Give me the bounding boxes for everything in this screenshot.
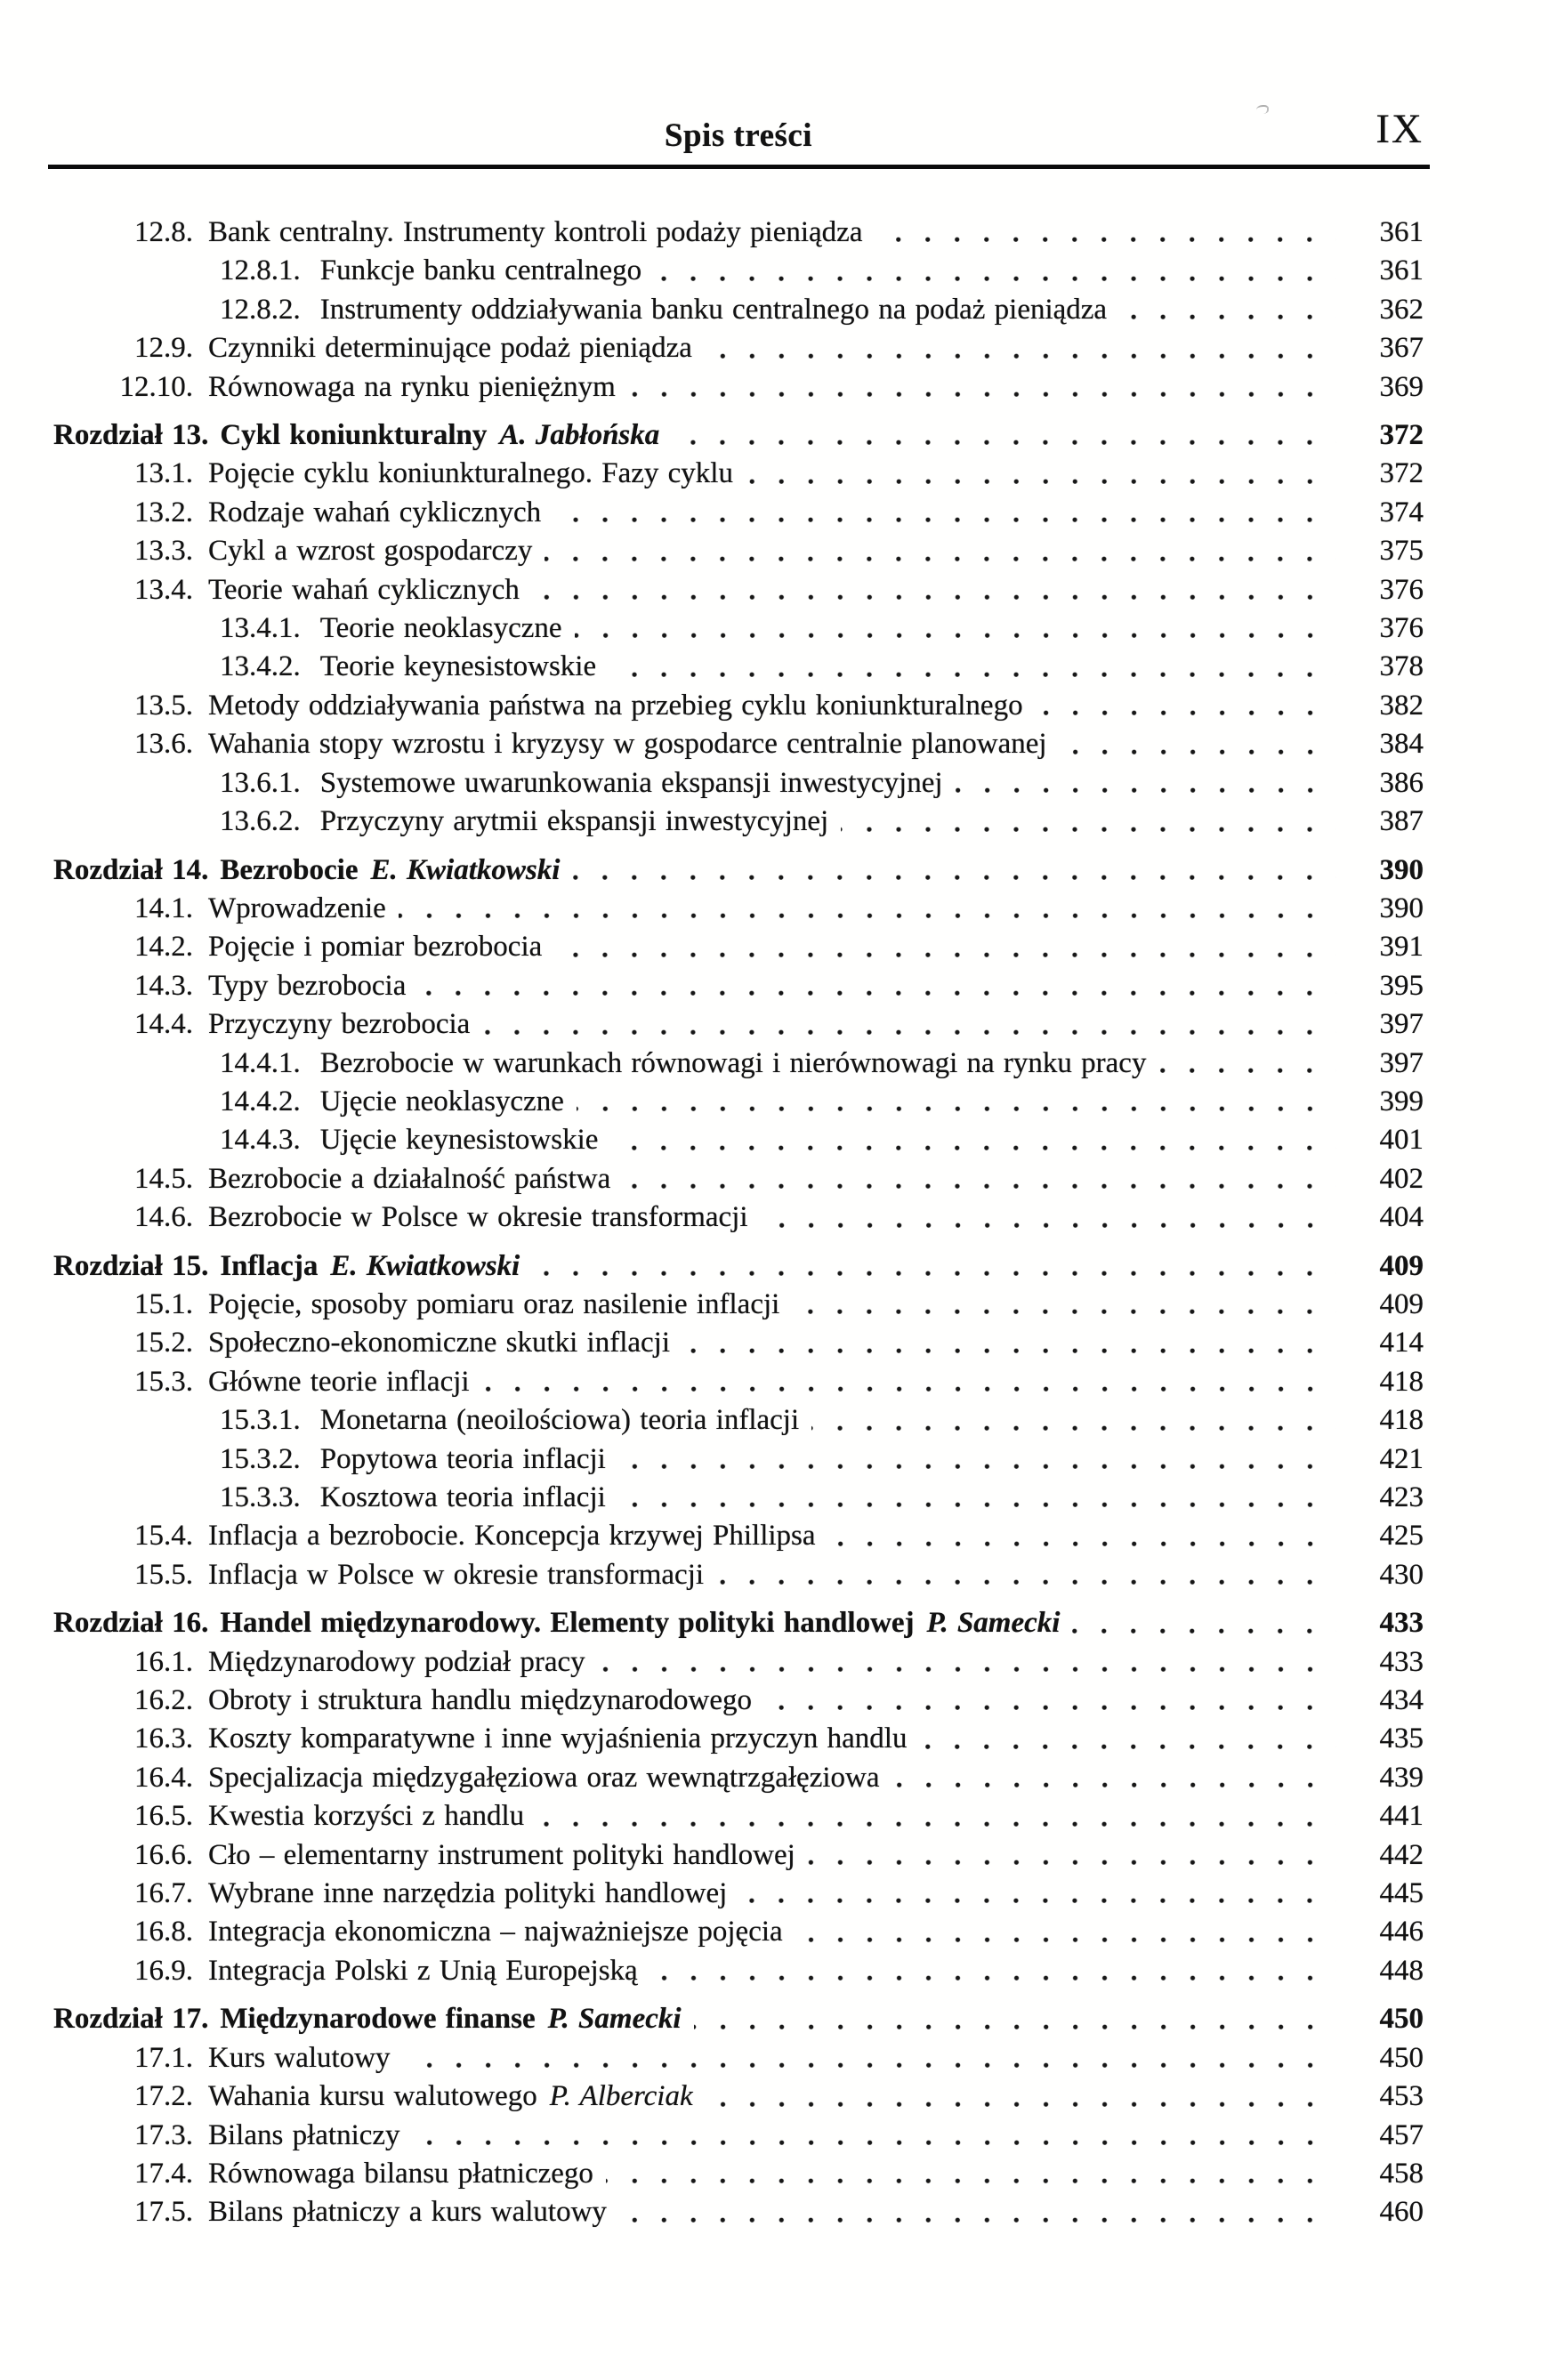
toc-entry-title: Teorie neoklasyczne: [319, 612, 562, 645]
dot-leader: [1072, 1628, 1336, 1634]
toc-entry-title: Typy bezrobocia: [208, 969, 407, 1002]
toc-entry-number: 15.3.2.: [220, 1442, 301, 1475]
toc-entry: [53, 648, 1424, 686]
toc-entry: [53, 1198, 1424, 1237]
toc-entry: [53, 494, 1424, 532]
toc-entry-number: 12.8.: [134, 216, 193, 248]
toc-entry-page: 399: [1379, 1085, 1424, 1117]
toc-entry-title: Wahania kursu walutowego: [208, 2080, 537, 2113]
toc-entry: [53, 1517, 1424, 1555]
toc-entry-title: Społeczno-ekonomiczne skutki inflacji: [208, 1327, 671, 1359]
toc-entry-title: Równowaga bilansu płatniczego: [208, 2157, 593, 2190]
toc-entry-title: Bilans płatniczy: [208, 2118, 400, 2151]
dot-leader: [1158, 1068, 1336, 1074]
dot-leader: [606, 2178, 1336, 2184]
dot-leader: [1036, 710, 1336, 716]
toc-entry-title: Funkcje banku centralnego: [319, 254, 642, 287]
toc-entry-title: Pojęcie cyklu koniunkturalnego. Fazy cyklu: [208, 457, 733, 490]
toc-entry-page: 372: [1379, 419, 1424, 452]
toc-entry-page: 362: [1379, 293, 1424, 326]
toc-entry-title: Inflacja a bezrobocie. Koncepcja krzywej Phillipsa: [208, 1520, 816, 1553]
toc-entry-author: E. Kwiatkowski: [370, 853, 561, 886]
dot-leader: [577, 1106, 1336, 1112]
dot-leader: [609, 672, 1336, 678]
toc-entry-page: 367: [1379, 332, 1424, 365]
toc-entry-title: Główne teorie inflacji: [208, 1365, 470, 1398]
toc-entry: [53, 532, 1424, 570]
dot-leader: [746, 479, 1336, 485]
toc-entry-page: 401: [1379, 1124, 1424, 1157]
toc-entry-page: 369: [1379, 370, 1424, 403]
toc-entry-page: 376: [1379, 573, 1424, 606]
toc-entry: [53, 1556, 1424, 1594]
toc-entry-title: Cykl koniunkturalny: [220, 419, 488, 452]
toc-entry-author: E. Kwiatkowski: [330, 1249, 520, 1282]
toc-entry: [53, 1797, 1424, 1835]
toc-entry: [53, 1875, 1424, 1913]
dot-leader: [682, 1348, 1336, 1354]
page-title: Spis treści: [664, 117, 813, 154]
toc-entry-number: 15.3.1.: [220, 1404, 301, 1437]
toc-entry-number: 12.10.: [119, 370, 193, 403]
toc-entry-title: Bezrobocie w warunkach równowagi i nierównowagi na rynku pracy: [319, 1046, 1147, 1079]
dot-leader: [706, 2102, 1336, 2108]
dot-leader: [482, 1029, 1336, 1036]
dot-leader: [654, 276, 1336, 282]
toc-entry: [53, 1401, 1424, 1440]
dot-leader: [403, 2062, 1336, 2069]
toc-entry-page: 409: [1379, 1287, 1424, 1320]
toc-entry-title: Teorie keynesistowskie: [319, 650, 597, 683]
toc-entry-number: Rozdział 14.: [53, 853, 209, 886]
toc-entry-page: 450: [1379, 2003, 1424, 2036]
toc-entry: [53, 1604, 1424, 1642]
toc-entry: [53, 890, 1424, 928]
toc-entry-title: Inflacja w Polsce w okresie transformacji: [208, 1558, 705, 1591]
toc-entry-number: 13.6.2.: [220, 805, 301, 838]
toc-entry-number: 13.4.1.: [220, 612, 301, 645]
dot-leader: [739, 1898, 1336, 1904]
toc-entry-number: 12.9.: [134, 332, 193, 365]
toc-entry-number: 16.6.: [134, 1838, 193, 1871]
toc-entry-title: Bezrobocie: [220, 853, 359, 886]
toc-entry-number: 15.3.3.: [220, 1481, 301, 1513]
toc-entry: [53, 2039, 1424, 2077]
header-rule: [48, 165, 1430, 169]
toc-entry-page: 433: [1379, 1645, 1424, 1678]
toc-entry-title: Czynniki determinujące podaż pieniądza: [208, 332, 692, 365]
toc-entry-title: Pojęcie i pomiar bezrobocia: [208, 931, 543, 964]
dot-leader: [482, 1386, 1336, 1392]
toc-entry-page: 378: [1379, 650, 1424, 683]
dot-leader: [892, 1782, 1337, 1788]
toc-entry-number: 15.1.: [134, 1287, 193, 1320]
toc-entry-number: 16.4.: [134, 1761, 193, 1794]
toc-entry-title: Bezrobocie w Polsce w okresie transformacji: [208, 1201, 748, 1234]
toc-entry-page: 409: [1379, 1249, 1424, 1282]
toc-entry: [53, 928, 1424, 966]
toc-entry-number: Rozdział 16.: [53, 1607, 209, 1640]
toc-entry-title: Kosztowa teoria inflacji: [319, 1481, 606, 1513]
dot-leader: [1060, 749, 1336, 755]
toc-entry: [53, 803, 1424, 841]
toc-entry-number: 13.6.1.: [220, 766, 301, 799]
toc-entry-page: 435: [1379, 1722, 1424, 1755]
toc-entry-number: 16.7.: [134, 1877, 193, 1910]
dot-leader: [628, 391, 1336, 398]
toc-entry-number: 12.8.2.: [220, 293, 301, 326]
toc-entry-number: 14.5.: [134, 1162, 193, 1195]
dot-leader: [650, 1975, 1336, 1981]
toc-entry-title: Wprowadzenie: [208, 891, 386, 924]
toc-entry: [53, 1005, 1424, 1044]
dot-leader: [716, 1579, 1336, 1585]
toc-entry-page: 361: [1379, 216, 1424, 248]
toc-entry: [53, 2155, 1424, 2193]
toc-entry-title: Międzynarodowe finanse: [220, 2003, 536, 2036]
toc-entry-number: 14.4.: [134, 1008, 193, 1041]
toc-entry-title: Popytowa teoria inflacji: [319, 1442, 606, 1475]
toc-entry-page: 382: [1379, 689, 1424, 722]
dot-leader: [764, 1705, 1336, 1711]
toc-entry-title: Wybrane inne narzędzia polityki handlowej: [208, 1877, 728, 1910]
toc-entry-number: 14.3.: [134, 969, 193, 1002]
toc-entry-title: Integracja Polski z Unią Europejską: [208, 1954, 638, 1987]
toc-entry-title: Wahania stopy wzrostu i kryzysy w gospodarce centralnie planowanej: [208, 728, 1047, 761]
page-content: [53, 0, 1424, 2232]
dot-leader: [532, 1271, 1336, 1277]
toc-entry-title: Handel międzynarodowy. Elementy polityki handlowej: [220, 1607, 915, 1640]
dot-leader: [761, 1222, 1336, 1229]
toc-entry-page: 414: [1379, 1327, 1424, 1359]
toc-entry-author: P. Alberciak: [549, 2080, 693, 2113]
dot-leader: [705, 353, 1336, 359]
toc-entry: [53, 1643, 1424, 1682]
dot-leader: [618, 1464, 1336, 1470]
toc-entry-page: 418: [1379, 1365, 1424, 1398]
toc-entry-title: Inflacja: [220, 1249, 319, 1282]
toc-entry-number: Rozdział 13.: [53, 419, 209, 452]
toc-entry-title: Systemowe uwarunkowania ekspansji inwestycyjnej: [319, 766, 943, 799]
toc-entry: [53, 571, 1424, 609]
toc-entry-number: 15.2.: [134, 1327, 193, 1359]
toc-entry-page: 395: [1379, 969, 1424, 1002]
toc-entry: [53, 1363, 1424, 1401]
toc-entry-page: 376: [1379, 612, 1424, 645]
toc-entry-title: Przyczyny bezrobocia: [208, 1008, 471, 1041]
dot-leader: [399, 913, 1336, 919]
dot-leader: [618, 1502, 1336, 1508]
toc-entry: [53, 2117, 1424, 2155]
dot-leader: [572, 875, 1336, 881]
dot-leader: [694, 2024, 1336, 2030]
toc-entry-page: 421: [1379, 1442, 1424, 1475]
toc-entry: [53, 1121, 1424, 1159]
toc-entry-number: 16.8.: [134, 1916, 193, 1948]
toc-entry: [53, 2000, 1424, 2038]
dot-leader: [1119, 314, 1336, 320]
toc-entry-number: 13.1.: [134, 457, 193, 490]
toc-entry: [53, 416, 1424, 455]
dot-leader: [919, 1744, 1336, 1750]
toc-entry-title: Obroty i struktura handlu międzynarodowego: [208, 1684, 753, 1717]
toc-entry-page: 453: [1379, 2080, 1424, 2113]
dot-leader: [575, 633, 1336, 639]
toc-entry: [53, 1759, 1424, 1797]
toc-entry: [53, 1160, 1424, 1198]
dot-leader: [841, 827, 1336, 833]
toc-entry-title: Cykl a wzrost gospodarczy: [208, 535, 533, 568]
toc-entry-page: 372: [1379, 457, 1424, 490]
toc-entry-page: 434: [1379, 1684, 1424, 1717]
toc-list: [53, 214, 1424, 2232]
toc-entry-page: 374: [1379, 496, 1424, 528]
toc-entry-number: 16.9.: [134, 1954, 193, 1987]
toc-entry-number: 14.2.: [134, 931, 193, 964]
dot-leader: [537, 1821, 1336, 1827]
dot-leader: [795, 1937, 1336, 1943]
toc-entry-page: 390: [1379, 853, 1424, 886]
toc-entry-title: Instrumenty oddziaływania banku centralnego na podaż pieniądza: [319, 293, 1108, 326]
toc-entry: [53, 2077, 1424, 2116]
dot-leader: [956, 787, 1336, 794]
toc-entry-title: Rodzaje wahań cyklicznych: [208, 496, 542, 528]
toc-entry-page: 402: [1379, 1162, 1424, 1195]
toc-entry-page: 397: [1379, 1008, 1424, 1041]
toc-entry-page: 387: [1379, 805, 1424, 838]
toc-entry-page: 418: [1379, 1404, 1424, 1437]
toc-entry-number: Rozdział 15.: [53, 1249, 209, 1282]
dot-leader: [672, 440, 1336, 446]
toc-entry-author: P. Samecki: [926, 1607, 1061, 1640]
toc-entry-title: Specjalizacja międzygałęziowa oraz wewnątrzgałęziowa: [208, 1761, 880, 1794]
toc-entry-page: 460: [1379, 2196, 1424, 2229]
dot-leader: [610, 1145, 1336, 1151]
toc-entry: [53, 1682, 1424, 1720]
toc-entry: [53, 1952, 1424, 1990]
dot-leader: [875, 237, 1336, 243]
page-number-roman: IX: [1376, 106, 1424, 152]
toc-entry: [53, 764, 1424, 803]
toc-entry-number: 14.1.: [134, 891, 193, 924]
toc-entry-title: Pojęcie, sposoby pomiaru oraz nasilenie inflacji: [208, 1287, 780, 1320]
toc-entry-number: 15.5.: [134, 1558, 193, 1591]
toc-entry-number: 15.4.: [134, 1520, 193, 1553]
toc-entry-title: Międzynarodowy podział pracy: [208, 1645, 585, 1678]
toc-entry-title: Bank centralny. Instrumenty kontroli podaży pieniądza: [208, 216, 863, 248]
toc-entry: [53, 214, 1424, 252]
toc-entry-page: 391: [1379, 931, 1424, 964]
toc-entry-number: 17.4.: [134, 2157, 193, 2190]
toc-entry-number: 17.5.: [134, 2196, 193, 2229]
toc-entry-number: 15.3.: [134, 1365, 193, 1398]
running-head: [53, 0, 1424, 214]
toc-entry-number: 13.4.2.: [220, 650, 301, 683]
toc-entry-page: 425: [1379, 1520, 1424, 1553]
toc-entry-number: 16.2.: [134, 1684, 193, 1717]
toc-entry-title: Równowaga na rynku pieniężnym: [208, 370, 616, 403]
dot-leader: [808, 1860, 1336, 1866]
toc-entry-page: 433: [1379, 1607, 1424, 1640]
toc-entry-title: Ujęcie keynesistowskie: [319, 1124, 599, 1157]
toc-entry-number: 12.8.1.: [220, 254, 301, 287]
dot-leader: [553, 517, 1336, 523]
toc-entry-number: 14.6.: [134, 1201, 193, 1234]
toc-entry: [53, 2193, 1424, 2231]
toc-entry: [53, 291, 1424, 329]
dot-leader: [619, 2217, 1336, 2223]
toc-entry-page: 457: [1379, 2118, 1424, 2151]
scan-artifact: [1256, 105, 1269, 114]
toc-entry-page: 430: [1379, 1558, 1424, 1591]
toc-entry-number: 14.4.3.: [220, 1124, 301, 1157]
toc-entry-number: 14.4.2.: [220, 1085, 301, 1117]
toc-entry-page: 448: [1379, 1954, 1424, 1987]
toc-entry-number: 16.5.: [134, 1800, 193, 1833]
toc-entry: [53, 455, 1424, 493]
toc-entry: [53, 252, 1424, 290]
toc-entry-page: 404: [1379, 1201, 1424, 1234]
toc-entry-number: 14.4.1.: [220, 1046, 301, 1079]
toc-entry-page: 446: [1379, 1916, 1424, 1948]
toc-entry-page: 386: [1379, 766, 1424, 799]
toc-entry-title: Przyczyny arytmii ekspansji inwestycyjnej: [319, 805, 829, 838]
toc-entry-author: A. Jabłońska: [499, 419, 660, 452]
toc-entry-page: 423: [1379, 1481, 1424, 1513]
toc-entry-number: 13.5.: [134, 689, 193, 722]
toc-entry-title: Cło – elementarny instrument polityki handlowej: [208, 1838, 795, 1871]
toc-entry-title: Kurs walutowy: [208, 2041, 391, 2074]
toc-entry-page: 442: [1379, 1838, 1424, 1871]
toc-entry: [53, 687, 1424, 725]
toc-entry-page: 384: [1379, 728, 1424, 761]
toc-entry-page: 375: [1379, 535, 1424, 568]
toc-entry-title: Kwestia korzyści z handlu: [208, 1800, 525, 1833]
toc-entry: [53, 1083, 1424, 1121]
toc-entry-number: 13.2.: [134, 496, 193, 528]
toc-entry-author: P. Samecki: [547, 2003, 682, 2036]
toc-entry: [53, 851, 1424, 890]
toc-entry: [53, 725, 1424, 763]
toc-entry-number: 13.4.: [134, 573, 193, 606]
toc-entry-page: 397: [1379, 1046, 1424, 1079]
dot-leader: [811, 1425, 1336, 1432]
toc-entry: [53, 329, 1424, 367]
toc-entry-page: 445: [1379, 1877, 1424, 1910]
toc-entry: [53, 609, 1424, 648]
toc-entry-number: 17.3.: [134, 2118, 193, 2151]
dot-leader: [413, 2140, 1336, 2146]
toc-entry: [53, 967, 1424, 1005]
dot-leader: [418, 990, 1336, 996]
dot-leader: [532, 594, 1336, 601]
toc-entry-page: 441: [1379, 1800, 1424, 1833]
toc-entry-number: 13.6.: [134, 728, 193, 761]
toc-entry-page: 458: [1379, 2157, 1424, 2190]
dot-leader: [554, 952, 1336, 958]
toc-entry-title: Monetarna (neoilościowa) teoria inflacji: [319, 1404, 800, 1437]
toc-entry-title: Metody oddziaływania państwa na przebieg cyklu koniunkturalnego: [208, 689, 1023, 722]
toc-entry-page: 390: [1379, 891, 1424, 924]
toc-entry-page: 450: [1379, 2041, 1424, 2074]
toc-entry-number: 16.3.: [134, 1722, 193, 1755]
dot-leader: [623, 1183, 1336, 1190]
dot-leader: [792, 1309, 1336, 1315]
toc-entry-page: 361: [1379, 254, 1424, 287]
toc-entry-title: Koszty komparatywne i inne wyjaśnienia przyczyn handlu: [208, 1722, 908, 1755]
dot-leader: [828, 1541, 1336, 1547]
toc-entry: [53, 1045, 1424, 1083]
toc-entry-title: Ujęcie neoklasyczne: [319, 1085, 564, 1117]
toc-entry-title: Teorie wahań cyklicznych: [208, 573, 520, 606]
toc-entry: [53, 1440, 1424, 1479]
toc-entry-title: Bezrobocie a działalność państwa: [208, 1162, 611, 1195]
toc-entry-number: 13.3.: [134, 535, 193, 568]
dot-leader: [598, 1666, 1336, 1673]
toc-entry: [53, 1836, 1424, 1875]
toc-entry: [53, 368, 1424, 407]
toc-entry-number: Rozdział 17.: [53, 2003, 209, 2036]
toc-entry-page: 439: [1379, 1761, 1424, 1794]
toc-entry: [53, 1247, 1424, 1286]
toc-entry: [53, 1286, 1424, 1324]
toc-entry-number: 17.2.: [134, 2080, 193, 2113]
toc-entry: [53, 1324, 1424, 1362]
dot-leader: [545, 556, 1336, 562]
toc-entry-title: Integracja ekonomiczna – najważniejsze pojęcia: [208, 1916, 783, 1948]
toc-entry: [53, 1720, 1424, 1758]
toc-entry-number: 17.1.: [134, 2041, 193, 2074]
toc-entry: [53, 1479, 1424, 1517]
toc-entry-title: Bilans płatniczy a kurs walutowy: [208, 2196, 607, 2229]
toc-entry-number: 16.1.: [134, 1645, 193, 1678]
toc-entry: [53, 1913, 1424, 1951]
